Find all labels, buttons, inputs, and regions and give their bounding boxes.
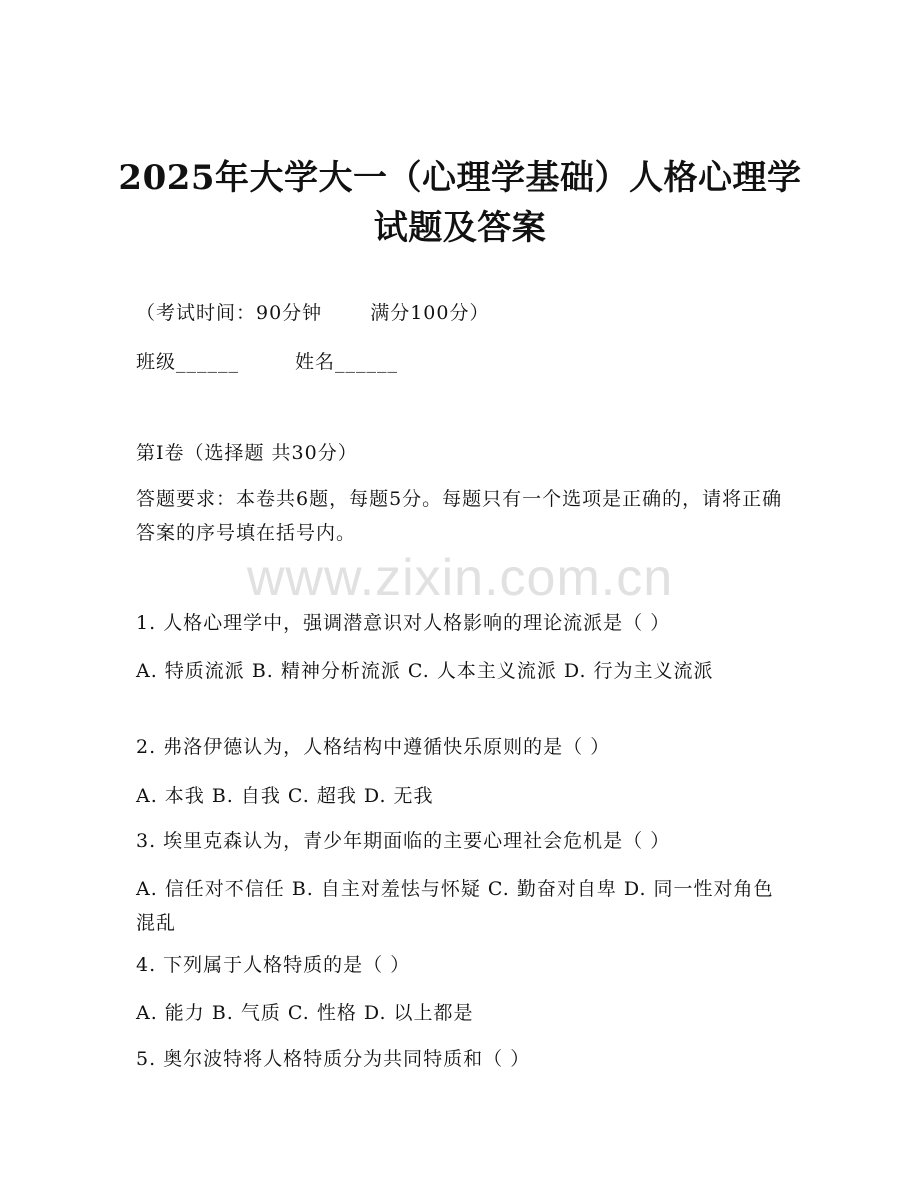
question-3-stem: 3. 埃里克森认为，青少年期面临的主要心理社会危机是（ ） bbox=[136, 830, 671, 852]
name-field: 姓名______ bbox=[295, 351, 399, 373]
question-4-options: A. 能力 B. 气质 C. 性格 D. 以上都是 bbox=[136, 1002, 474, 1024]
section-heading: 第Ⅰ卷（选择题 共30分） bbox=[136, 442, 358, 464]
question-2-options: A. 本我 B. 自我 C. 超我 D. 无我 bbox=[136, 785, 434, 807]
question-2-stem: 2. 弗洛伊德认为，人格结构中遵循快乐原则的是（ ） bbox=[136, 736, 611, 758]
section-instructions: 答题要求：本卷共6题，每题5分。每题只有一个选项是正确的，请将正确答案的序号填在括号内。 bbox=[136, 488, 783, 544]
student-fields bbox=[136, 345, 786, 379]
question-1-stem: 1. 人格心理学中，强调潜意识对人格影响的理论流派是（ ） bbox=[136, 612, 671, 634]
class-field: 班级______ bbox=[136, 351, 240, 373]
question-3-options: A. 信任对不信任 B. 自主对羞怯与怀疑 C. 勤奋对自卑 D. 同一性对角色混乱 bbox=[136, 878, 774, 934]
exam-time: （考试时间：90分钟 bbox=[136, 302, 323, 324]
document-title-line2: 试题及答案 bbox=[373, 208, 547, 248]
question-4-stem: 4. 下列属于人格特质的是（ ） bbox=[136, 954, 411, 976]
exam-info bbox=[136, 296, 786, 330]
question-5-stem: 5. 奥尔波特将人格特质分为共同特质和（ ） bbox=[136, 1048, 531, 1070]
watermark: www.zixin.com.cn bbox=[246, 549, 674, 607]
exam-score: 满分100分） bbox=[370, 302, 490, 324]
question-1-options: A. 特质流派 B. 精神分析流派 C. 人本主义流派 D. 行为主义流派 bbox=[136, 660, 714, 682]
document-title-line1: 2025年大学大一（心理学基础）人格心理学 bbox=[118, 158, 802, 198]
